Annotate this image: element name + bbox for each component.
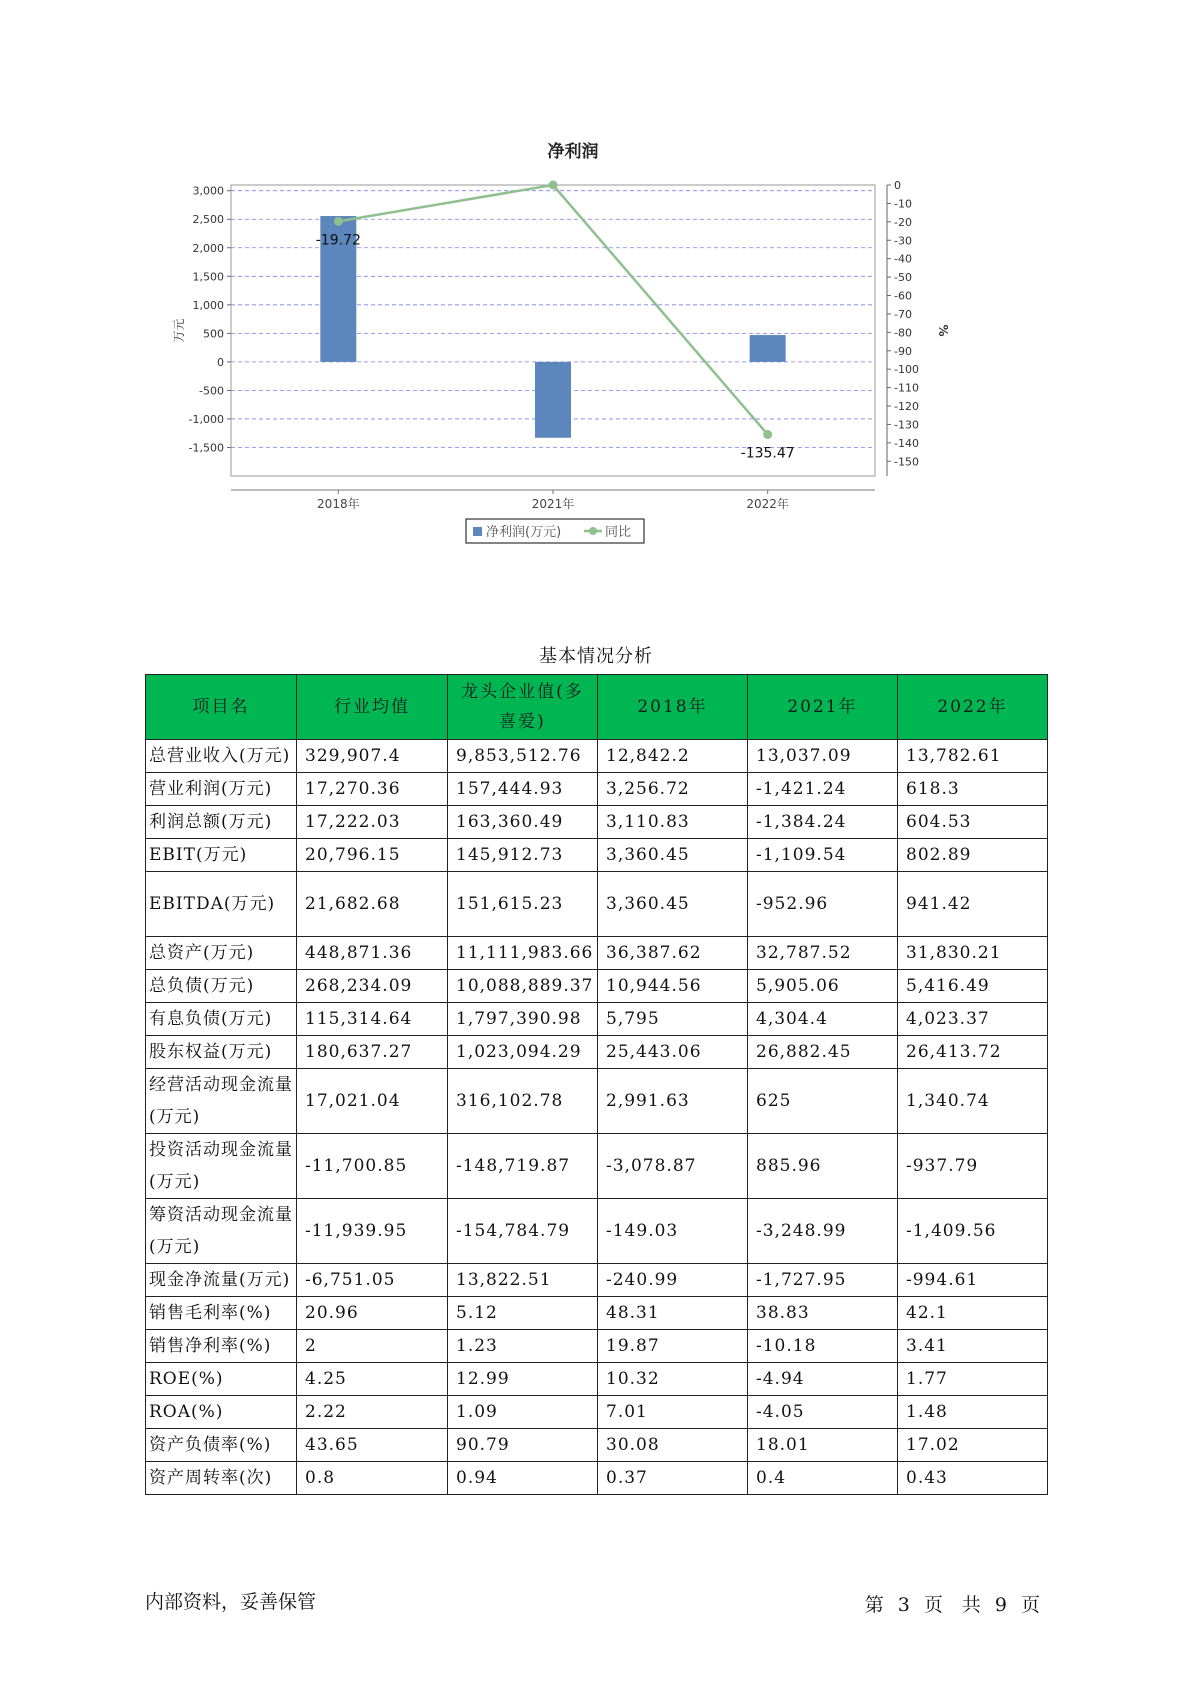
row-value: -6,751.05 <box>297 1264 448 1297</box>
table-row <box>146 1199 1048 1264</box>
row-value: 9,853,512.76 <box>448 740 598 773</box>
row-value: 17,021.04 <box>297 1069 448 1134</box>
row-value: 3,360.45 <box>598 872 748 937</box>
row-value: -937.79 <box>898 1134 1048 1199</box>
row-value: -3,248.99 <box>748 1199 898 1264</box>
chart-title: 净利润 <box>547 142 599 162</box>
row-value: 157,444.93 <box>448 773 598 806</box>
table-body <box>146 740 1048 1495</box>
row-value: 19.87 <box>598 1330 748 1363</box>
header-industry-avg: 行业均值 <box>297 675 448 740</box>
row-value: 180,637.27 <box>297 1036 448 1069</box>
legend-line-marker <box>589 527 597 535</box>
row-value: 1.23 <box>448 1330 598 1363</box>
line-point <box>334 217 343 226</box>
header-2018: 2018年 <box>598 675 748 740</box>
row-label: 筹资活动现金流量(万元) <box>146 1199 297 1264</box>
row-value: 36,387.62 <box>598 937 748 970</box>
point-label: -19.72 <box>315 232 361 249</box>
row-label: 投资活动现金流量(万元) <box>146 1134 297 1199</box>
row-value: 1,340.74 <box>898 1069 1048 1134</box>
y2-tick-label: -120 <box>894 400 919 414</box>
header-leader-value: 龙头企业值(多喜爱) <box>448 675 598 740</box>
y-tick-label: -1,500 <box>188 441 224 455</box>
row-value: 20,796.15 <box>297 839 448 872</box>
row-value: 941.42 <box>898 872 1048 937</box>
header-2021: 2021年 <box>748 675 898 740</box>
row-label: 总资产(万元) <box>146 937 297 970</box>
y2-tick-label: -130 <box>894 418 919 432</box>
row-value: 18.01 <box>748 1429 898 1462</box>
footer-confidential: 内部资料，妥善保管 <box>145 1591 317 1613</box>
row-value: 20.96 <box>297 1297 448 1330</box>
row-label: 现金净流量(万元) <box>146 1264 297 1297</box>
y-tick-label: 1,000 <box>192 298 224 312</box>
table-title: 基本情况分析 <box>539 646 653 667</box>
row-value: 12.99 <box>448 1363 598 1396</box>
row-value: 11,111,983.66 <box>448 937 598 970</box>
row-value: 5,416.49 <box>898 970 1048 1003</box>
y2-tick-label: -20 <box>894 215 912 229</box>
row-value: 4,304.4 <box>748 1003 898 1036</box>
row-value: 1.77 <box>898 1363 1048 1396</box>
row-value: 3,256.72 <box>598 773 748 806</box>
row-label: 总营业收入(万元) <box>146 740 297 773</box>
footer-page-number <box>858 1590 1047 1617</box>
row-value: 42.1 <box>898 1297 1048 1330</box>
table-row <box>146 1134 1048 1199</box>
y2-tick-label: -110 <box>894 381 919 395</box>
row-value: 90.79 <box>448 1429 598 1462</box>
y2-tick-label: -50 <box>894 271 912 285</box>
y-axis-label: 万元 <box>172 318 186 343</box>
legend-line-label: 同比 <box>605 525 632 540</box>
row-value: 0.37 <box>598 1462 748 1495</box>
row-label: 利润总额(万元) <box>146 806 297 839</box>
row-value: 145,912.73 <box>448 839 598 872</box>
row-value: -11,700.85 <box>297 1134 448 1199</box>
header-2022: 2022年 <box>898 675 1048 740</box>
table-row <box>146 1297 1048 1330</box>
row-value: 1.48 <box>898 1396 1048 1429</box>
row-value: 115,314.64 <box>297 1003 448 1036</box>
basic-analysis-table <box>145 674 1048 1495</box>
row-value: 5.12 <box>448 1297 598 1330</box>
y2-tick-label: -40 <box>894 252 912 266</box>
row-label: 销售毛利率(%) <box>146 1297 297 1330</box>
point-label: -135.47 <box>740 445 795 462</box>
page-prefix: 第 <box>864 1594 884 1616</box>
row-value: 17,222.03 <box>297 806 448 839</box>
row-value: 448,871.36 <box>297 937 448 970</box>
y-tick-label: 3,000 <box>192 184 224 198</box>
row-value: 0.94 <box>448 1462 598 1495</box>
row-value: -1,384.24 <box>748 806 898 839</box>
row-value: 10,944.56 <box>598 970 748 1003</box>
table-row <box>146 872 1048 937</box>
table-row <box>146 1429 1048 1462</box>
table-row <box>146 806 1048 839</box>
row-value: 13,037.09 <box>748 740 898 773</box>
row-value: 329,907.4 <box>297 740 448 773</box>
row-label: 销售净利率(%) <box>146 1330 297 1363</box>
row-value: -10.18 <box>748 1330 898 1363</box>
table-row <box>146 773 1048 806</box>
row-value: 4,023.37 <box>898 1003 1048 1036</box>
table-row <box>146 1363 1048 1396</box>
row-value: 17.02 <box>898 1429 1048 1462</box>
y2-tick-label: -60 <box>894 289 912 303</box>
row-value: -4.94 <box>748 1363 898 1396</box>
row-value: 316,102.78 <box>448 1069 598 1134</box>
row-label: EBITDA(万元) <box>146 872 297 937</box>
row-value: 5,905.06 <box>748 970 898 1003</box>
row-label: 有息负债(万元) <box>146 1003 297 1036</box>
row-value: 30.08 <box>598 1429 748 1462</box>
row-value: -1,109.54 <box>748 839 898 872</box>
y2-tick-label: -150 <box>894 455 919 469</box>
row-value: -1,727.95 <box>748 1264 898 1297</box>
y2-tick-label: -100 <box>894 363 919 377</box>
x-tick-label: 2021年 <box>531 497 575 511</box>
table-row <box>146 1330 1048 1363</box>
y2-axis-label: % <box>936 324 950 337</box>
row-value: 13,782.61 <box>898 740 1048 773</box>
row-value: 2.22 <box>297 1396 448 1429</box>
y2-tick-label: 0 <box>894 179 901 192</box>
table-row <box>146 740 1048 773</box>
row-value: 1,797,390.98 <box>448 1003 598 1036</box>
row-value: 38.83 <box>748 1297 898 1330</box>
row-value: 25,443.06 <box>598 1036 748 1069</box>
y-tick-label: 1,500 <box>192 270 224 284</box>
row-value: 3,110.83 <box>598 806 748 839</box>
row-label: ROA(%) <box>146 1396 297 1429</box>
row-value: 26,413.72 <box>898 1036 1048 1069</box>
x-tick-label: 2022年 <box>746 497 789 511</box>
line-point <box>549 181 558 190</box>
row-value: 0.8 <box>297 1462 448 1495</box>
row-value: 43.65 <box>297 1429 448 1462</box>
line-point <box>763 430 772 439</box>
row-label: 资产负债率(%) <box>146 1429 297 1462</box>
row-value: -154,784.79 <box>448 1199 598 1264</box>
y2-tick-label: -30 <box>894 234 912 248</box>
row-value: 1.09 <box>448 1396 598 1429</box>
row-value: -3,078.87 <box>598 1134 748 1199</box>
table-row <box>146 1396 1048 1429</box>
page-suffix: 页 <box>1020 1594 1040 1616</box>
y-tick-label: 0 <box>217 355 224 369</box>
row-value: 3,360.45 <box>598 839 748 872</box>
table-row <box>146 1003 1048 1036</box>
row-label: EBIT(万元) <box>146 839 297 872</box>
y-tick-label: 2,000 <box>192 241 224 255</box>
table-row <box>146 937 1048 970</box>
row-value: 10.32 <box>598 1363 748 1396</box>
y-tick-label: -500 <box>199 384 224 398</box>
row-value: 802.89 <box>898 839 1048 872</box>
row-value: -11,939.95 <box>297 1199 448 1264</box>
row-value: 17,270.36 <box>297 773 448 806</box>
row-value: 618.3 <box>898 773 1048 806</box>
row-value: 885.96 <box>748 1134 898 1199</box>
row-value: -1,421.24 <box>748 773 898 806</box>
row-value: 10,088,889.37 <box>448 970 598 1003</box>
row-value: 4.25 <box>297 1363 448 1396</box>
y-tick-label: 2,500 <box>192 213 224 227</box>
y2-tick-label: -70 <box>894 307 912 321</box>
row-label: 营业利润(万元) <box>146 773 297 806</box>
table-row <box>146 1462 1048 1495</box>
row-value: 5,795 <box>598 1003 748 1036</box>
row-label: 股东权益(万元) <box>146 1036 297 1069</box>
row-label: 经营活动现金流量(万元) <box>146 1069 297 1134</box>
row-value: 31,830.21 <box>898 937 1048 970</box>
row-value: 1,023,094.29 <box>448 1036 598 1069</box>
y2-tick-label: -80 <box>894 326 912 340</box>
table-row <box>146 1036 1048 1069</box>
table-header-row <box>146 675 1048 740</box>
bar <box>750 335 786 362</box>
row-value: 12,842.2 <box>598 740 748 773</box>
bar <box>535 362 571 438</box>
row-value: -994.61 <box>898 1264 1048 1297</box>
header-item-name: 项目名 <box>146 675 297 740</box>
row-value: 2 <box>297 1330 448 1363</box>
row-value: 26,882.45 <box>748 1036 898 1069</box>
net-profit-chart <box>172 135 1035 595</box>
table-row <box>146 970 1048 1003</box>
row-value: 151,615.23 <box>448 872 598 937</box>
y-tick-label: -1,000 <box>188 412 224 426</box>
row-label: 资产周转率(次) <box>146 1462 297 1495</box>
row-value: -149.03 <box>598 1199 748 1264</box>
row-value: -148,719.87 <box>448 1134 598 1199</box>
row-value: 7.01 <box>598 1396 748 1429</box>
row-value: -240.99 <box>598 1264 748 1297</box>
page-current: 3 <box>897 1594 910 1616</box>
row-value: -4.05 <box>748 1396 898 1429</box>
legend-bar-label: 净利润(万元) <box>486 525 562 540</box>
row-value: 0.4 <box>748 1462 898 1495</box>
y2-tick-label: -10 <box>894 197 912 211</box>
row-value: 32,787.52 <box>748 937 898 970</box>
page-total: 9 <box>994 1594 1007 1616</box>
row-value: 604.53 <box>898 806 1048 839</box>
legend-bar-swatch <box>473 527 482 536</box>
row-value: 163,360.49 <box>448 806 598 839</box>
row-label: 总负债(万元) <box>146 970 297 1003</box>
row-value: 13,822.51 <box>448 1264 598 1297</box>
row-value: 625 <box>748 1069 898 1134</box>
y2-tick-label: -140 <box>894 436 919 450</box>
table-row <box>146 1264 1048 1297</box>
y2-tick-label: -90 <box>894 344 912 358</box>
table-row <box>146 839 1048 872</box>
row-label: ROE(%) <box>146 1363 297 1396</box>
row-value: -1,409.56 <box>898 1199 1048 1264</box>
row-value: 21,682.68 <box>297 872 448 937</box>
row-value: 268,234.09 <box>297 970 448 1003</box>
row-value: -952.96 <box>748 872 898 937</box>
table-row <box>146 1069 1048 1134</box>
page-mid: 页 共 <box>923 1594 981 1616</box>
row-value: 3.41 <box>898 1330 1048 1363</box>
x-tick-label: 2018年 <box>317 497 360 511</box>
row-value: 0.43 <box>898 1462 1048 1495</box>
row-value: 2,991.63 <box>598 1069 748 1134</box>
row-value: 48.31 <box>598 1297 748 1330</box>
y-tick-label: 500 <box>203 327 224 341</box>
